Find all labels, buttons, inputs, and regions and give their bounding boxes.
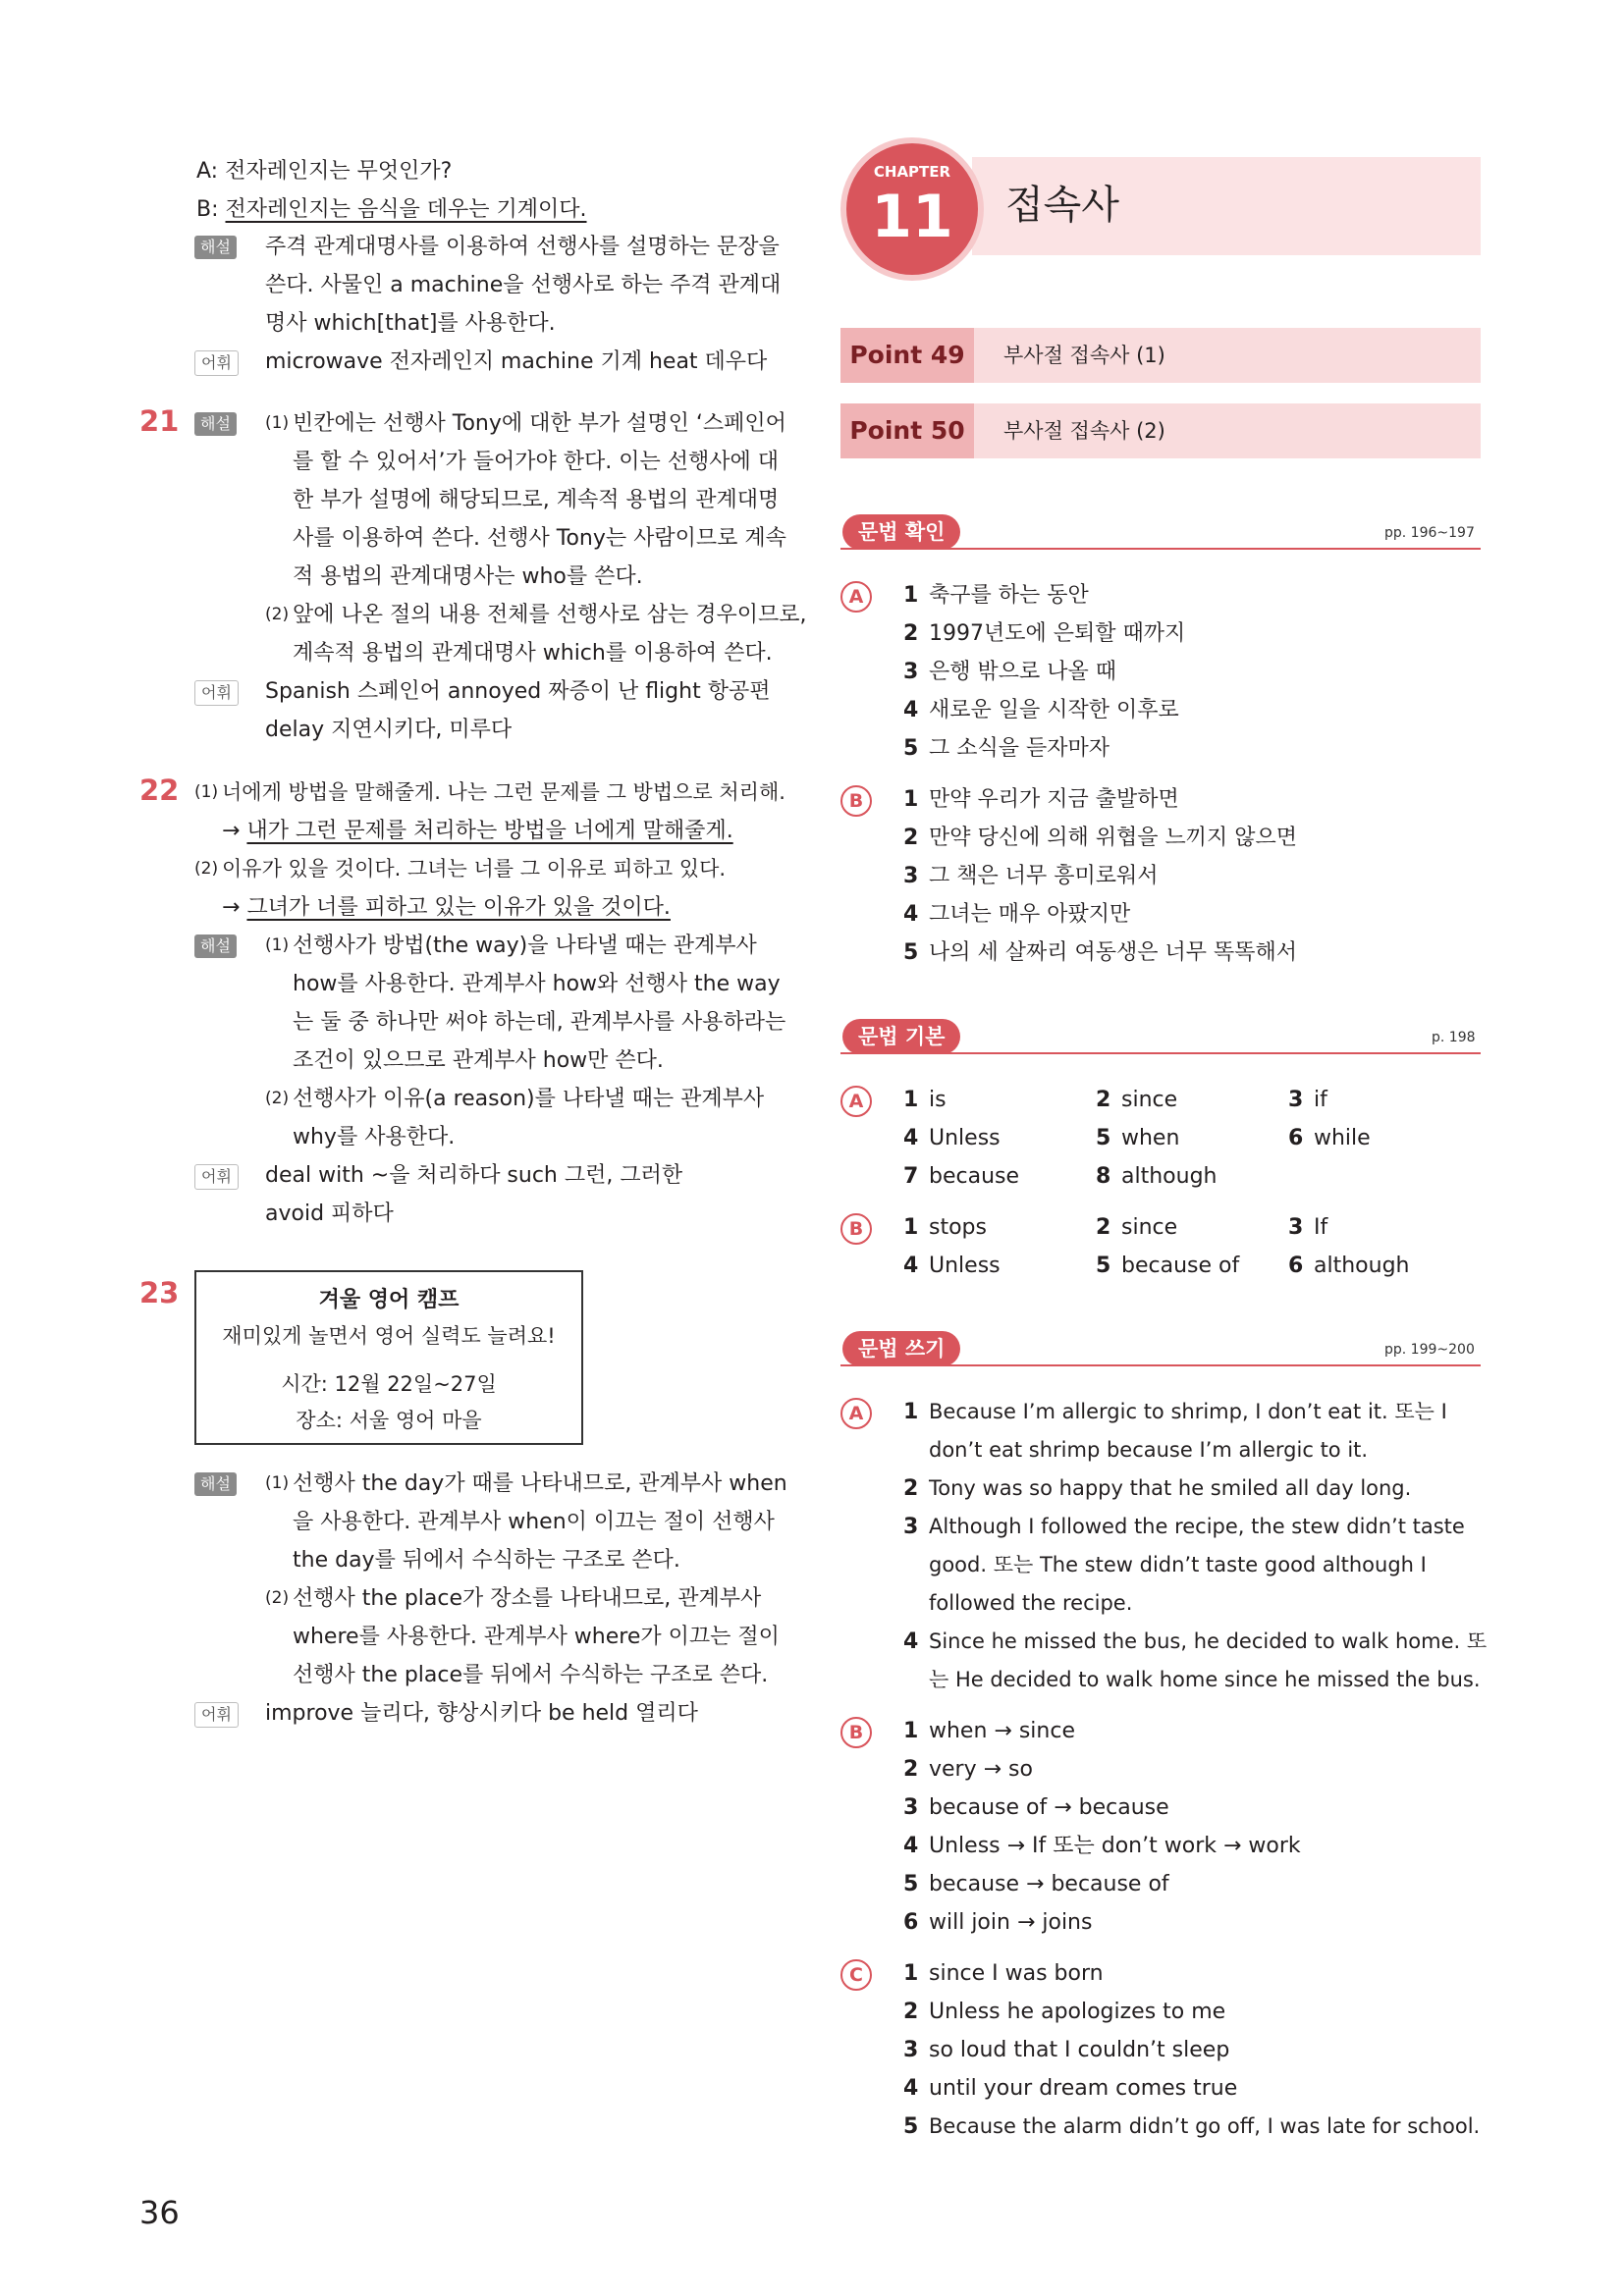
q23-exp-line: 선행사 the place가 장소를 나타내므로, 관계부사 [293, 1586, 762, 1611]
item-answer: because of → because [929, 1795, 1169, 1820]
item-number: 1 [903, 1215, 919, 1240]
item-answer: Unless [929, 1126, 1001, 1150]
section-title: 문법 기본 [842, 1019, 960, 1054]
notice-box [194, 1270, 583, 1445]
item-number: 5 [903, 736, 919, 761]
item-answer: don’t eat shrimp because I’m allergic to it. [929, 1438, 1369, 1462]
item-number: 4 [903, 902, 919, 927]
q21-exp-line: 사를 이용하여 쓴다. 선행사 Tony는 사람이므로 계속 [293, 526, 786, 551]
item-number: 2 [903, 621, 919, 646]
item-answer: Unless he apologizes to me [929, 2000, 1226, 2024]
item-answer: 그 책은 너무 흥미로워서 [929, 864, 1159, 888]
point-text: 부사절 접속사 (2) [1003, 419, 1165, 443]
item-answer: Since he missed the bus, he decided to walk home. 또 [929, 1629, 1488, 1653]
dialogue-line-b-answer: 전자레인지는 음식을 데우는 기계이다. [225, 197, 587, 222]
item-number: 6 [903, 1910, 919, 1935]
question-number-21: 21 [139, 404, 180, 438]
item-answer: good. 또는 The stew didn’t taste good although I [929, 1553, 1427, 1576]
point-row [840, 403, 1481, 458]
section-letter-b: B [840, 1717, 872, 1748]
item-answer: because of [1121, 1254, 1240, 1278]
item-number: 1 [903, 1400, 919, 1424]
q22-sentence-2: 이유가 있을 것이다. 그녀는 너를 그 이유로 피하고 있다. [222, 857, 727, 881]
item-answer: stops [929, 1215, 987, 1240]
item-answer: so loud that I couldn’t sleep [929, 2038, 1230, 2062]
item-answer: is [929, 1088, 947, 1112]
part-label: (2) [265, 605, 290, 624]
item-number: 4 [903, 2076, 919, 2101]
item-answer: Unless → If 또는 don’t work → work [929, 1834, 1301, 1858]
part-label: (2) [265, 1089, 290, 1108]
item-answer: because [929, 1164, 1020, 1189]
item-number: 4 [903, 1254, 919, 1278]
q22-answer-1 [222, 812, 733, 850]
item-answer: very → so [929, 1757, 1033, 1782]
item-number: 1 [903, 1719, 919, 1743]
dialogue-line-b-prefix: B: [196, 197, 226, 222]
item-answer: when [1121, 1126, 1180, 1150]
item-answer: while [1314, 1126, 1371, 1150]
item-answer: although [1121, 1164, 1218, 1189]
item-number: 5 [1096, 1254, 1111, 1278]
item-answer: if [1314, 1088, 1327, 1112]
explanation-tag: 해설 [194, 934, 237, 958]
item-answer: since I was born [929, 1961, 1104, 1986]
item-answer: Because the alarm didn’t go off, I was late for school. [929, 2114, 1481, 2138]
intro-exp-line: 쓴다. 사물인 a machine을 선행사로 하는 주격 관계대 [265, 273, 782, 297]
q21-vocabulary: Spanish 스페인어 annoyed 짜증이 난 flight 항공편 [265, 679, 771, 704]
arrow-icon: → [222, 895, 247, 920]
item-answer: when → since [929, 1719, 1075, 1743]
section-letter-a: A [840, 1086, 872, 1117]
q22-answer-1-text: 내가 그런 문제를 처리하는 방법을 너에게 말해줄게. [246, 819, 733, 843]
part-label: (1) [265, 1473, 290, 1493]
q22-answer-2-text: 그녀가 너를 피하고 있는 이유가 있을 것이다. [246, 895, 671, 920]
explanation-tag: 해설 [194, 1472, 237, 1496]
arrow-icon: → [222, 819, 247, 843]
q21-vocabulary: delay 지연시키다, 미루다 [265, 718, 513, 742]
q22-vocabulary: deal with ~을 처리하다 such 그런, 그러한 [265, 1163, 683, 1188]
item-answer: until your dream comes true [929, 2076, 1238, 2101]
chapter-label: CHAPTER [873, 163, 951, 181]
item-number: 3 [1288, 1215, 1304, 1240]
section-title: 문법 쓰기 [842, 1331, 960, 1366]
item-answer: because → because of [929, 1872, 1169, 1896]
section-letter-b: B [840, 1213, 872, 1245]
q21-exp-line: 빈칸에는 선행사 Tony에 대한 부가 설명인 ‘스페인어 [293, 411, 786, 436]
chapter-number: 11 [871, 183, 953, 251]
item-number: 4 [903, 1629, 919, 1654]
q22-exp-line: 조건이 있으므로 관계부사 how만 쓴다. [293, 1048, 664, 1073]
point-label: Point 50 [840, 403, 974, 458]
q22-exp-line: 는 둘 중 하나만 써야 하는데, 관계부사를 사용하라는 [293, 1010, 786, 1035]
item-number: 5 [903, 940, 919, 965]
item-number: 2 [903, 2000, 919, 2024]
q21-exp-line: 적 용법의 관계대명사는 who를 쓴다. [293, 564, 643, 589]
section-title: 문법 확인 [842, 514, 960, 550]
section-letter-a: A [840, 1398, 872, 1429]
item-number: 2 [903, 1757, 919, 1782]
item-number: 1 [903, 583, 919, 608]
item-answer: since [1121, 1215, 1178, 1240]
page-number: 36 [139, 2194, 180, 2231]
chapter-badge [846, 143, 978, 275]
item-number: 4 [903, 698, 919, 722]
q22-answer-2 [222, 888, 671, 927]
vocabulary-tag: 어휘 [194, 1164, 239, 1190]
notice-title: 겨울 영어 캠프 [318, 1288, 460, 1312]
q23-exp-line: the day를 뒤에서 수식하는 구조로 쓴다. [293, 1548, 680, 1573]
q22-vocabulary: avoid 피하다 [265, 1201, 394, 1226]
page-reference: pp. 196~197 [1384, 525, 1475, 541]
vocabulary-tag: 어휘 [194, 1702, 239, 1728]
point-label: Point 49 [840, 328, 974, 383]
notice-subtitle: 재미있게 놀면서 영어 실력도 늘려요! [222, 1324, 556, 1348]
question-number-22: 22 [139, 774, 180, 807]
item-answer: 만약 당신에 의해 위협을 느끼지 않으면 [929, 826, 1297, 850]
explanation-tag: 해설 [194, 412, 237, 436]
item-number: 1 [903, 787, 919, 812]
part-label: (1) [265, 413, 290, 433]
q23-exp-line: 을 사용한다. 관계부사 when이 이끄는 절이 선행사 [293, 1510, 775, 1534]
item-number: 3 [903, 1515, 919, 1539]
part-label: (1) [265, 935, 290, 955]
item-answer: 은행 밖으로 나올 때 [929, 660, 1116, 684]
q21-exp-line: 한 부가 설명에 해당되므로, 계속적 용법의 관계대명 [293, 488, 780, 512]
item-number: 2 [903, 826, 919, 850]
q22-exp-line: why를 사용한다. [293, 1125, 456, 1149]
item-answer: 새로운 일을 시작한 이후로 [929, 698, 1179, 722]
q21-exp-line: 를 할 수 있어서’가 들어가야 한다. 이는 선행사에 대 [293, 450, 779, 474]
item-answer: followed the recipe. [929, 1591, 1133, 1615]
point-row [840, 328, 1481, 383]
q22-exp-line: how를 사용한다. 관계부사 how와 선행사 the way [293, 972, 781, 996]
item-number: 3 [903, 864, 919, 888]
item-answer: If [1314, 1215, 1328, 1240]
q23-exp-line: where를 사용한다. 관계부사 where가 이끄는 절이 [293, 1625, 780, 1649]
item-number: 5 [903, 1872, 919, 1896]
item-number: 4 [903, 1126, 919, 1150]
item-answer: 는 He decided to walk home since he missed the bus. [929, 1668, 1481, 1691]
page-reference: pp. 199~200 [1384, 1342, 1475, 1358]
item-number: 3 [1288, 1088, 1304, 1112]
item-answer: 그녀는 매우 아팠지만 [929, 902, 1131, 927]
q22-exp-line: 선행사가 방법(the way)을 나타낼 때는 관계부사 [293, 934, 757, 958]
item-number: 2 [1096, 1088, 1111, 1112]
dialogue-line-a: A: 전자레인지는 무엇인가? [196, 159, 453, 184]
q22-sentence-1: 너에게 방법을 말해줄게. 나는 그런 문제를 그 방법으로 처리해. [222, 780, 785, 804]
chapter-title: 접속사 [1005, 183, 1119, 228]
page-reference: p. 198 [1432, 1030, 1476, 1045]
item-number: 8 [1096, 1164, 1111, 1189]
question-number-23: 23 [139, 1276, 180, 1309]
item-number: 2 [903, 1476, 919, 1501]
item-number: 6 [1288, 1254, 1304, 1278]
item-answer: 그 소식을 듣자마자 [929, 736, 1110, 761]
item-number: 7 [903, 1164, 919, 1189]
item-answer: Because I’m allergic to shrimp, I don’t eat it. 또는 I [929, 1400, 1447, 1423]
item-number: 3 [903, 660, 919, 684]
item-answer: since [1121, 1088, 1178, 1112]
item-answer: 나의 세 살짜리 여동생은 너무 똑똑해서 [929, 940, 1297, 965]
q23-exp-line: 선행사 the place를 뒤에서 수식하는 구조로 쓴다. [293, 1663, 769, 1687]
q21-exp-line: 앞에 나온 절의 내용 전체를 선행사로 삼는 경우이므로, [293, 603, 807, 627]
item-answer: will join → joins [929, 1910, 1093, 1935]
q23-exp-line: 선행사 the day가 때를 나타내므로, 관계부사 when [293, 1471, 787, 1496]
q22-exp-line: 선행사가 이유(a reason)를 나타낼 때는 관계부사 [293, 1087, 765, 1111]
item-number: 2 [1096, 1215, 1111, 1240]
item-number: 5 [903, 2114, 919, 2139]
item-answer: 축구를 하는 동안 [929, 583, 1089, 608]
section-letter-b: B [840, 785, 872, 817]
item-number: 3 [903, 2038, 919, 2062]
intro-vocabulary: microwave 전자레인지 machine 기계 heat 데우다 [265, 349, 768, 374]
item-number: 4 [903, 1834, 919, 1858]
intro-exp-line: 주격 관계대명사를 이용하여 선행사를 설명하는 문장을 [265, 235, 780, 259]
intro-exp-line: 명사 which[that]를 사용한다. [265, 311, 556, 336]
item-number: 1 [903, 1961, 919, 1986]
explanation-tag: 해설 [194, 236, 237, 259]
q21-exp-line: 계속적 용법의 관계대명사 which를 이용하여 쓴다. [293, 641, 773, 666]
part-label: (2) [194, 859, 219, 879]
q23-vocabulary: improve 늘리다, 향상시키다 be held 열리다 [265, 1701, 698, 1726]
part-label: (2) [265, 1588, 290, 1608]
vocabulary-tag: 어휘 [194, 350, 239, 376]
section-letter-a: A [840, 581, 872, 613]
item-number: 6 [1288, 1126, 1304, 1150]
item-number: 5 [1096, 1126, 1111, 1150]
notice-time: 시간: 12월 22일~27일 [281, 1372, 497, 1396]
item-answer: Unless [929, 1254, 1001, 1278]
section-letter-c: C [840, 1959, 872, 1991]
point-text: 부사절 접속사 (1) [1003, 344, 1165, 367]
notice-place: 장소: 서울 영어 마을 [296, 1409, 482, 1432]
item-answer: Although I followed the recipe, the stew didn’t taste [929, 1515, 1465, 1538]
item-answer: 1997년도에 은퇴할 때까지 [929, 621, 1186, 646]
item-number: 1 [903, 1088, 919, 1112]
item-number: 3 [903, 1795, 919, 1820]
part-label: (1) [194, 782, 219, 802]
dialogue-line-b [196, 190, 587, 229]
item-answer: Tony was so happy that he smiled all day long. [929, 1476, 1412, 1500]
item-answer: although [1314, 1254, 1410, 1278]
vocabulary-tag: 어휘 [194, 680, 239, 706]
item-answer: 만약 우리가 지금 출발하면 [929, 787, 1179, 812]
